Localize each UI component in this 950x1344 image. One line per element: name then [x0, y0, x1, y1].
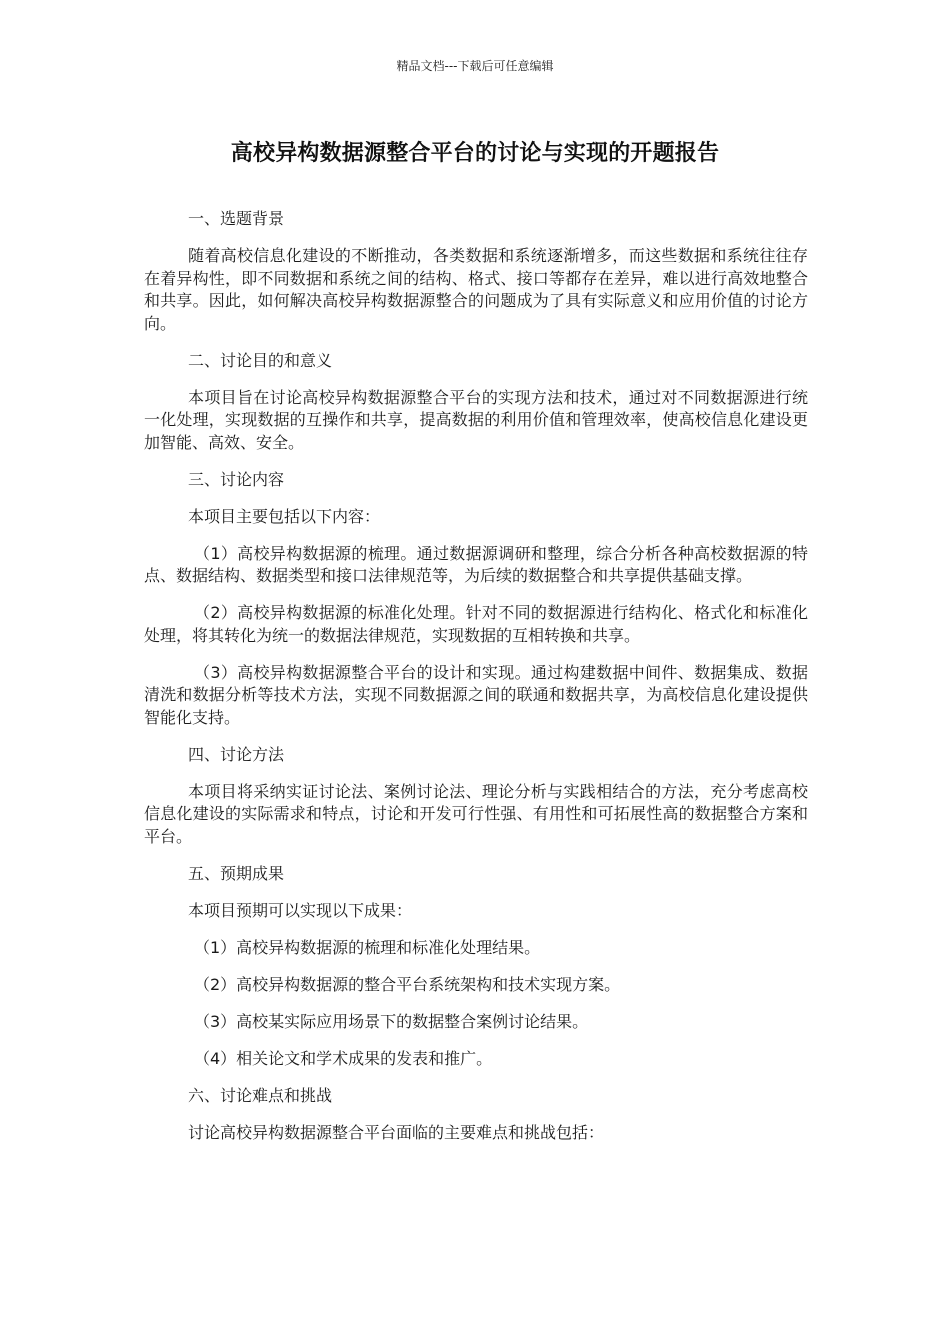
- section-heading-content: 三、讨论内容: [188, 469, 285, 489]
- document-body: [144, 208, 808, 1159]
- section-heading-background: 一、选题背景: [188, 209, 285, 228]
- paragraph-background: 随着高校信息化建设的不断推动，各类数据和系统逐渐增多，而这些数据和系统往往存在着异构性，即不同数据和系统之间的结构、格式、接口等都存在差异，难以进行高效地整合和共享。因此，如何解决高校异构数据源整合的问题成为了具有实际意义和应用价值的讨论方向。: [144, 246, 808, 333]
- section-heading-outcomes: 五、预期成果: [188, 863, 285, 883]
- paragraph-outcomes-intro: 本项目预期可以实现以下成果：: [188, 900, 413, 920]
- list-item-content-2: （2）高校异构数据源的标准化处理。针对不同的数据源进行结构化、格式化和标准化处理，将其转化为统一的数据法律规范，实现数据的互相转换和共享。: [144, 603, 808, 645]
- list-item-outcome-2: （2）高校异构数据源的整合平台系统架构和技术实现方案。: [194, 974, 621, 994]
- document-title: 高校异构数据源整合平台的讨论与实现的开题报告: [230, 141, 720, 166]
- paragraph-content-intro: 本项目主要包括以下内容：: [188, 506, 381, 526]
- paragraph-challenges-intro: 讨论高校异构数据源整合平台面临的主要难点和挑战包括：: [188, 1122, 605, 1142]
- section-heading-method: 四、讨论方法: [188, 744, 285, 764]
- list-item-content-1: （1）高校异构数据源的梳理。通过数据源调研和整理，综合分析各种高校数据源的特点、数据结构、数据类型和接口法律规范等，为后续的数据整合和共享提供基础支撑。: [144, 543, 808, 585]
- list-item-outcome-4: （4）相关论文和学术成果的发表和推广。: [194, 1048, 493, 1068]
- list-item-outcome-3: （3）高校某实际应用场景下的数据整合案例讨论结果。: [194, 1011, 589, 1031]
- header-note: 精品文档---下载后可任意编辑: [396, 59, 554, 73]
- section-heading-purpose: 二、讨论目的和意义: [188, 350, 333, 370]
- list-item-content-3: （3）高校异构数据源整合平台的设计和实现。通过构建数据中间件、数据集成、数据清洗和数据分析等技术方法，实现不同数据源之间的联通和数据共享，为高校信息化建设提供智能化支持。: [144, 662, 808, 727]
- paragraph-purpose: 本项目旨在讨论高校异构数据源整合平台的实现方法和技术，通过对不同数据源进行统一化处理，实现数据的互操作和共享，提高数据的利用价值和管理效率，使高校信息化建设更加智能、高效、安全。: [144, 387, 808, 452]
- section-heading-challenges: 六、讨论难点和挑战: [188, 1085, 333, 1105]
- list-item-outcome-1: （1）高校异构数据源的梳理和标准化处理结果。: [194, 937, 541, 957]
- paragraph-method: 本项目将采纳实证讨论法、案例讨论法、理论分析与实践相结合的方法，充分考虑高校信息化建设的实际需求和特点，讨论和开发可行性强、有用性和可拓展性高的数据整合方案和平台。: [144, 781, 808, 846]
